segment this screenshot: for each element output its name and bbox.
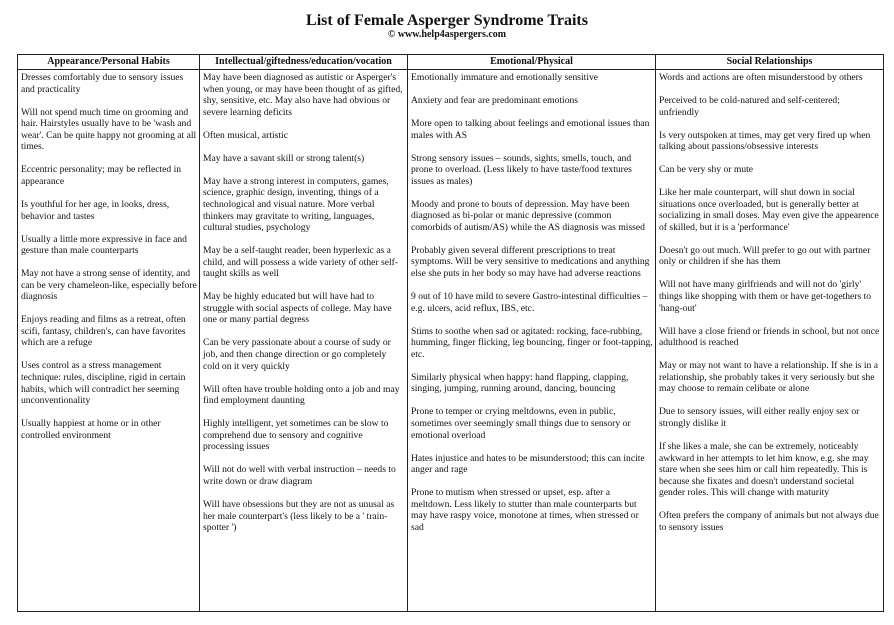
trait-item: Like her male counterpart, will shut down in social situations once overloaded, but is generally better at socializing in small doses. May even give the appearence of skilled, but it is a 'performance' <box>659 187 879 233</box>
trait-item: Anxiety and fear are predominant emotions <box>411 94 579 106</box>
trait-item: Usually happiest at home or in other controlled environment <box>21 418 161 441</box>
trait-item: Will not have many girlfriends and will not do 'girly' things like shopping with them or have get-togethers to 'hang-out' <box>659 279 872 314</box>
trait-item: Eccentric personality; may be reflected in appearance <box>21 164 182 187</box>
traits-row <box>18 70 884 612</box>
trait-item: Prone to mutism when stressed or upset, esp. after a meltdown. Less likely to stutter than male counterparts but may have raspy voice, monotone at times, when stressed or sad <box>411 487 639 533</box>
trait-item: Emotionally immature and emotionally sensitive <box>411 72 599 83</box>
trait-item: Usually a little more expressive in face and gesture than male counterparts <box>21 233 187 257</box>
trait-item: Prone to temper or crying meltdowns, even in public, sometimes over seemingly small things due to sensory or emotional overload <box>411 406 631 441</box>
copyright-line: © www.help4aspergers.com <box>387 29 507 40</box>
trait-item: Due to sensory issues, will either really enjoy sex or strongly dislike it <box>659 406 860 429</box>
trait-item: Perceived to be cold-natured and self-centered; unfriendly <box>659 94 840 118</box>
trait-item: May have a savant skill or strong talent(s) <box>203 152 365 164</box>
trait-item: Hates injustice and hates to be misunderstood; this can incite anger and rage <box>411 452 645 476</box>
trait-item: Will not do well with verbal instruction – needs to write down or draw diagram <box>203 464 396 487</box>
column-header-intellectual: Intellectual/giftedness/education/vocation <box>200 55 408 70</box>
trait-item: Will have a close friend or friends in school, but not once adulthood is reached <box>659 325 880 349</box>
page-title: List of Female Asperger Syndrome Traits <box>306 12 588 29</box>
trait-item: Similarly physical when happy: hand flapping, clapping, singing, jumping, running around, dancing, bouncing <box>411 371 629 395</box>
trait-item: Moody and prone to bouts of depression. May have been diagnosed as bi-polar or manic depressive (common comorbids of autism/AS) while the AS diagnosis was missed <box>411 198 645 233</box>
trait-item: Will have obsessions but they are not as unusal as her male counterpart's (less likely to be a ' train-spotter ') <box>203 498 395 534</box>
column-header-emotional: Emotional/Physical <box>408 55 656 70</box>
trait-item: Can be very passionate about a course of sudy or job, and then change direction or go completely cold on it very quickly <box>203 337 391 372</box>
trait-item: Can be very shy or mute <box>659 164 754 176</box>
trait-item: Highly intelligent, yet sometimes can be slow to comprehend due to sensory and cognitive processing issues <box>203 418 389 453</box>
trait-item: If she likes a male, she can be extremely, noticeably awkward in her attempts to let him know, e.g. she may stare when she sees him or call him repeatedly. This is because she fixates and doesn't understand societal gender roles. This will change with maturity <box>659 440 869 499</box>
trait-item: Dresses comfortably due to sensory issues and practicality <box>21 72 184 95</box>
trait-item: Will not spend much time on grooming and hair. Hairstyles usually have to be 'wash and wear'. Can be quite happy not grooming at all times. <box>21 106 197 153</box>
trait-item: Is youthful for her age, in looks, dress, behavior and tastes <box>21 198 170 222</box>
trait-item: Doesn't go out much. Will prefer to go out with partner only or children if she has them <box>659 244 871 268</box>
trait-item: Enjoys reading and films as a retreat, often scifi, fantasy, children's, can have favorites which are a refuge <box>21 314 186 349</box>
column-header-social: Social Relationships <box>656 55 884 70</box>
trait-item: Often prefers the company of animals but not always due to sensory issues <box>659 510 879 533</box>
trait-item: May not have a strong sense of identity, and can be very chameleon-like, especially before diagnosis <box>21 268 197 303</box>
column-appearance <box>18 70 200 612</box>
column-intellectual <box>200 70 408 612</box>
trait-item: Often musical, artistic <box>203 129 288 141</box>
trait-item: May have been diagnosed as autistic or Asperger's when young, or may have been thought of as gifted, shy, sensitive, etc. May also have had obvious or severe learning deficits <box>203 72 403 118</box>
trait-item: Strong sensory issues – sounds, sights, smells, touch, and prone to overload. (Less likely to have taste/food textures issues as males) <box>411 152 632 187</box>
column-social <box>656 70 884 612</box>
trait-item: Stims to soothe when sad or agitated: rocking, face-rubbing, humming, finger flicking, leg bouncing, finger or foot-tapping, etc. <box>411 325 653 360</box>
traits-table <box>17 54 884 612</box>
trait-item: Words and actions are often misunderstood by others <box>659 72 863 83</box>
trait-item: May be a self-taught reader, been hyperlexic as a child, and will possess a wide variety of other self-taught skills as well <box>203 245 399 280</box>
trait-item: Probably given several different prescriptions to treat symptoms. Will be very sensitive to medications and anything else she puts in her body so may have had adverse reactions <box>411 244 650 280</box>
column-emotional <box>408 70 656 612</box>
header-row <box>18 55 884 70</box>
trait-item: Is very outspoken at times, may get very fired up when talking about passions/obsessive interests <box>659 129 871 153</box>
trait-item: May have a strong interest in computers, games, science, graphic design, inventing, things of a technological and visual nature. More verbal thinkers may gravitate to writing, languages, cultural studies, psychology <box>203 175 389 234</box>
trait-item: More open to talking about feelings and emotional issues than males with AS <box>411 117 650 141</box>
trait-item: 9 out of 10 have mild to severe Gastro-intestinal difficulties – e.g. ulcers, acid reflux, IBS, etc. <box>411 291 648 314</box>
trait-item: May be highly educated but will have had to struggle with social aspects of college. May have one or many partial degress <box>203 291 392 326</box>
trait-item: Will often have trouble holding onto a job and may find employment daunting <box>203 383 400 407</box>
column-header-appearance: Appearance/Personal Habits <box>18 55 200 70</box>
trait-item: Uses control as a stress management technique: rules, discipline, rigid in certain habits, which will contradict her seeming unconventionality <box>21 360 186 407</box>
trait-item: May or may not want to have a relationship. If she is in a relationship, she probably takes it very seriously but she may choose to remain celibate or alone <box>659 360 879 395</box>
